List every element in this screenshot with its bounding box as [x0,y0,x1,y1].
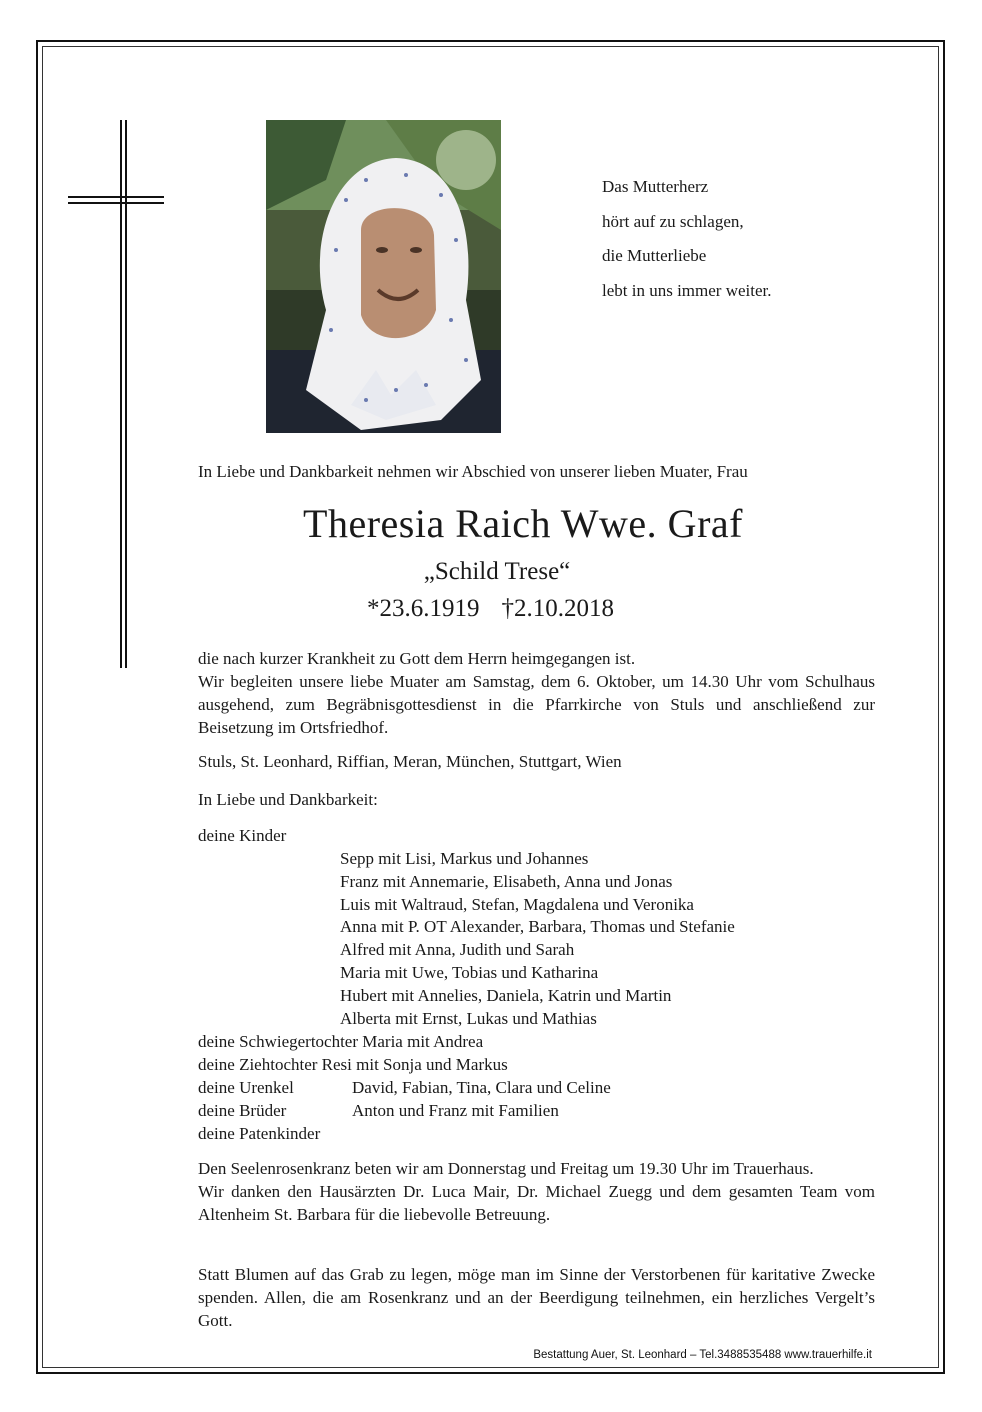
relative-label: deine Ziehtochter Resi mit Sonja und Markus [198,1055,508,1074]
thanks-heading: In Liebe und Dankbarkeit: [198,790,378,809]
life-dates [367,595,614,623]
poem-line: lebt in uns immer weiter. [602,280,772,300]
list-item: Franz mit Annemarie, Elisabeth, Anna und Jonas [340,871,673,891]
list-item: Sepp mit Lisi, Markus und Johannes [340,849,589,868]
death-date: †2.10.2018 [501,595,614,622]
children-heading: deine Kinder [198,826,287,845]
poem-line: Das Mutterherz [602,177,709,196]
relative-names: David, Fabian, Tina, Clara und Celine [352,1078,611,1097]
closing-paragraph: Statt Blumen auf das Grab zu legen, möge man im Sinne der Verstorbenen für karitative Zwecke spenden. Allen, die am Rosenkranz und an der Beerdigung teilnehmen, ein herzliches Vergelt’s Gott. [198,1265,875,1330]
relative-label: deine Brüder [198,1101,287,1120]
list-item: Maria mit Uwe, Tobias und Katharina [340,962,599,982]
rosary-paragraph: Den Seelenrosenkranz beten wir am Donnerstag und Freitag um 19.30 Uhr im Trauerhaus. [198,1159,814,1178]
places: Stuls, St. Leonhard, Riffian, Meran, München, Stuttgart, Wien [198,752,622,771]
birth-date: *23.6.1919 [367,595,480,622]
announcement [198,647,875,739]
relative-label: deine Schwiegertochter Maria mit Andrea [198,1032,484,1051]
nickname: „Schild Trese“ [423,558,571,585]
thanks-paragraph: Wir danken den Hausärzten Dr. Luca Mair, Dr. Michael Zuegg und dem gesamten Team vom Altenheim St. Barbara für die liebevolle Betreuung. [198,1182,875,1224]
rosary-text [198,1157,875,1226]
poem [602,170,772,308]
list-item: Hubert mit Annelies, Daniela, Katrin und Martin [340,985,672,1005]
closing-text [198,1263,875,1332]
portrait-photo [266,120,501,433]
intro-text: In Liebe und Dankbarkeit nehmen wir Abschied von unserer lieben Muater, Frau [198,462,748,481]
poem-line: die Mutterliebe [602,246,707,265]
list-item: Anna mit P. OT Alexander, Barbara, Thomas und Stefanie [340,917,735,937]
footer-imprint: Bestattung Auer, St. Leonhard – Tel.3488535488 www.trauerhilfe.it [533,1349,872,1361]
deceased-name: Theresia Raich Wwe. Graf [303,501,743,546]
relative-label: deine Patenkinder [198,1124,321,1143]
list-item: Alberta mit Ernst, Lukas und Mathias [340,1008,597,1028]
announcement-line: die nach kurzer Krankheit zu Gott dem Herrn heimgegangen ist. [198,649,636,668]
announcement-paragraph: Wir begleiten unsere liebe Muater am Samstag, dem 6. Oktober, um 14.30 Uhr vom Schulhaus ausgehend, zum Begräbnisgottesdienst in die Pfarrkirche von Stuls und anschließend zur Beisetzung im Ortsfriedhof. [198,672,875,737]
poem-line: hört auf zu schlagen, [602,211,744,231]
list-item: Luis mit Waltraud, Stefan, Magdalena und Veronika [340,894,694,914]
relative-label: deine Urenkel [198,1078,294,1097]
children-list [340,848,735,1030]
list-item: Alfred mit Anna, Judith und Sarah [340,940,575,960]
relative-names: Anton und Franz mit Familien [352,1101,559,1120]
